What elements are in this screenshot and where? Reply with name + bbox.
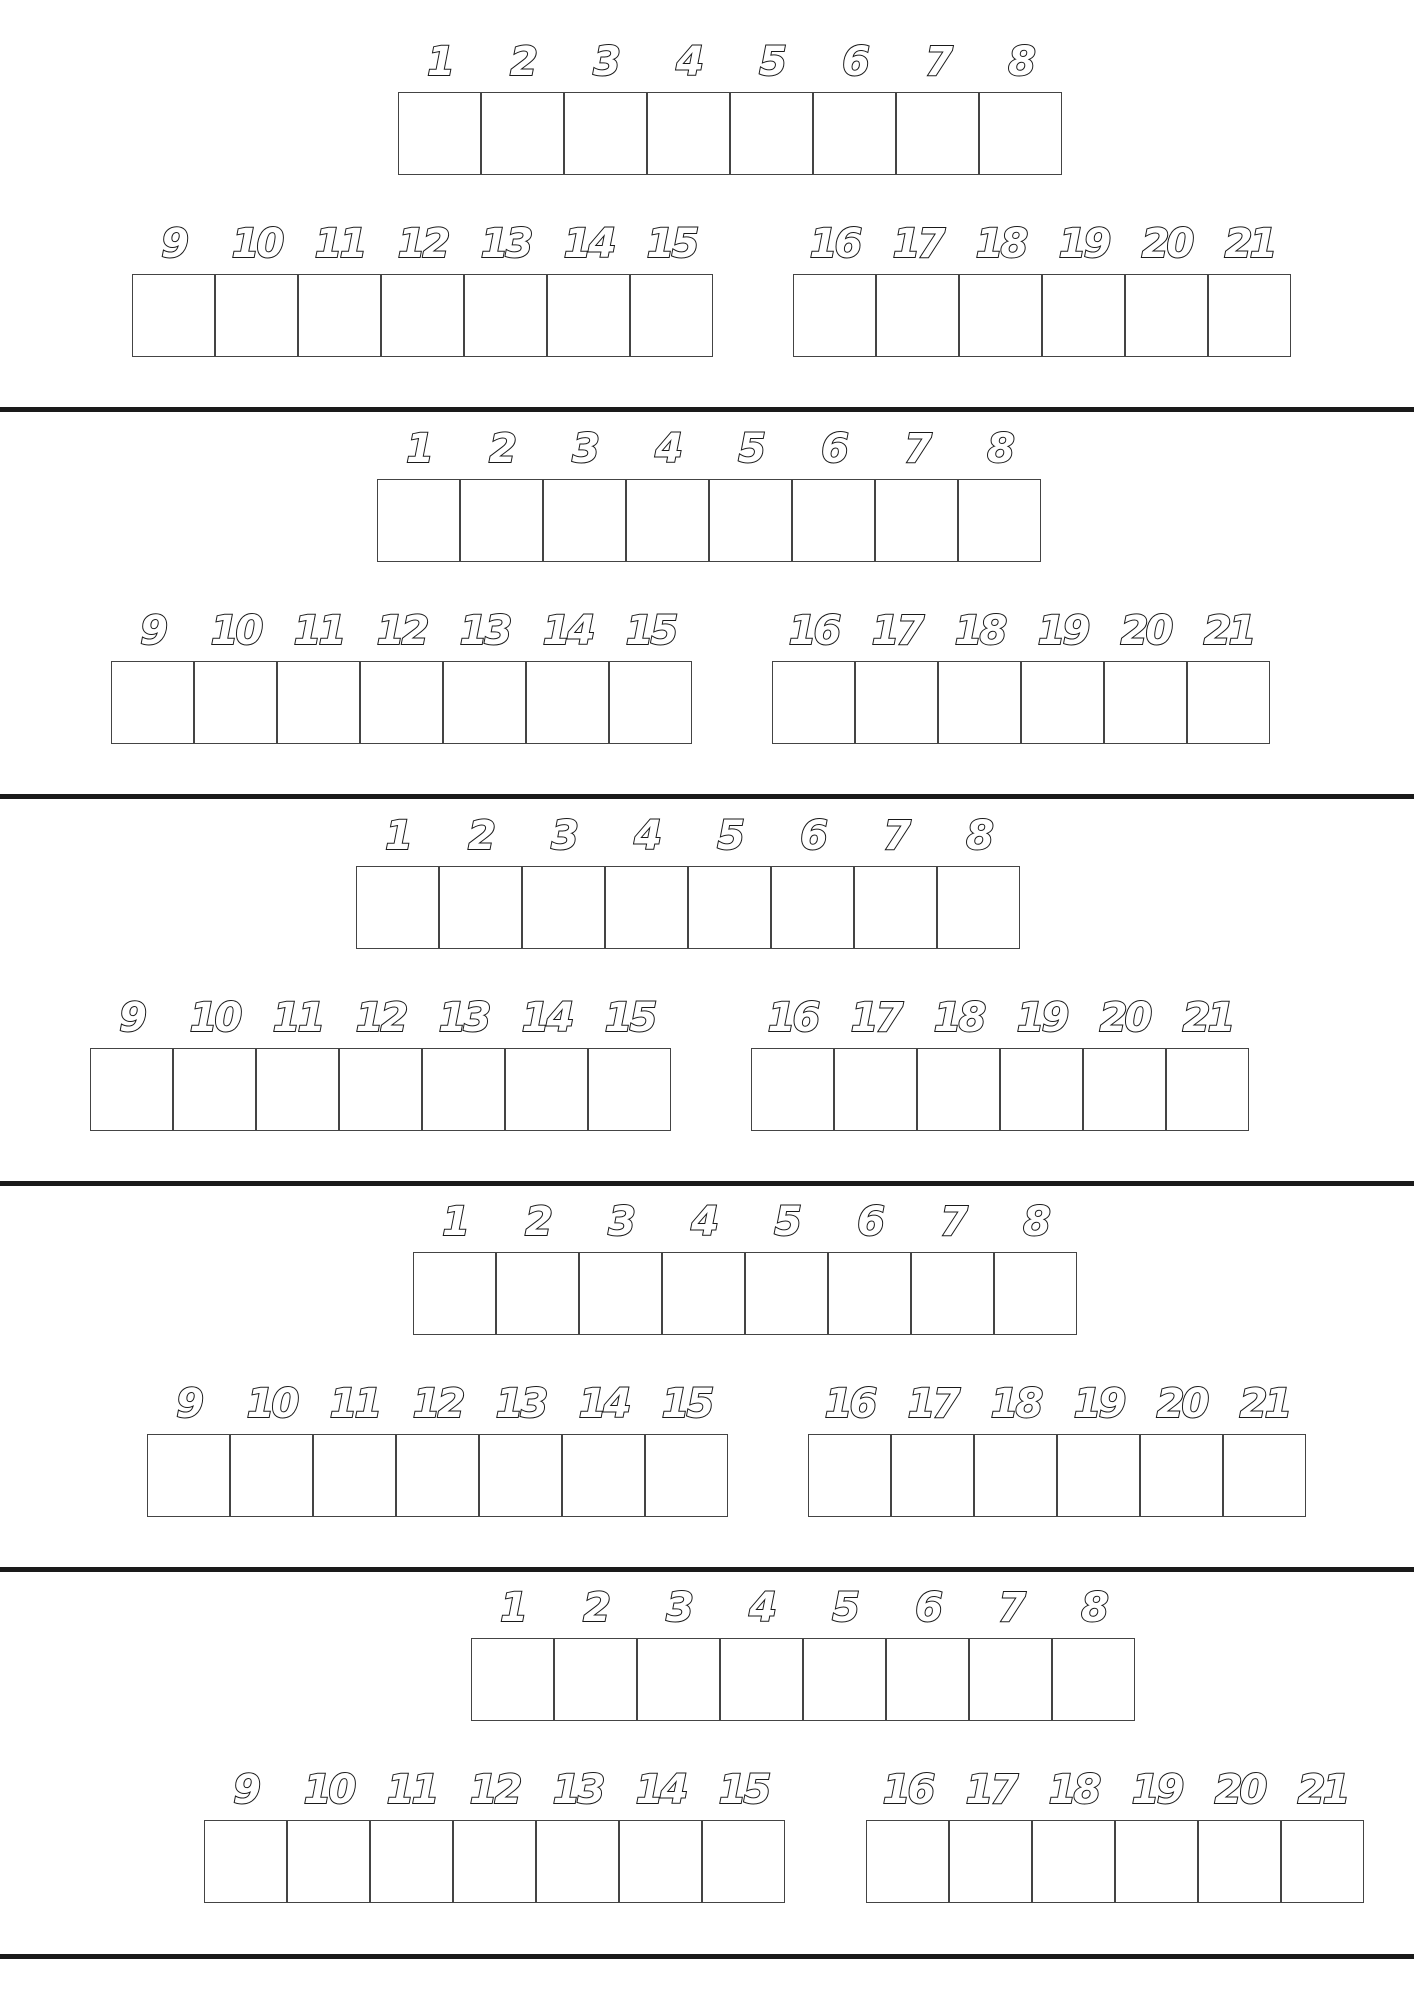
number-label: 9 xyxy=(119,995,144,1041)
number-label: 19 xyxy=(1073,1381,1124,1427)
number-label: 18 xyxy=(933,995,984,1041)
answer-box[interactable] xyxy=(564,92,647,175)
number-label: 8 xyxy=(1023,1199,1048,1245)
number-label: 10 xyxy=(231,221,282,267)
answer-box[interactable] xyxy=(1281,1820,1364,1903)
number-label: 16 xyxy=(788,608,839,654)
answer-box[interactable] xyxy=(876,274,959,357)
number-label: 6 xyxy=(800,813,825,859)
number-label: 2 xyxy=(583,1585,608,1631)
number-label: 4 xyxy=(676,39,701,85)
number-label: 3 xyxy=(608,1199,633,1245)
answer-box[interactable] xyxy=(1032,1820,1115,1903)
number-label: 16 xyxy=(882,1767,933,1813)
number-label: 14 xyxy=(563,221,614,267)
answer-box[interactable] xyxy=(808,1434,891,1517)
number-label: 9 xyxy=(176,1381,201,1427)
number-label: 20 xyxy=(1099,995,1150,1041)
answer-box[interactable] xyxy=(959,274,1042,357)
number-label: 12 xyxy=(376,608,427,654)
answer-box[interactable] xyxy=(1187,661,1270,744)
answer-box[interactable] xyxy=(949,1820,1032,1903)
answer-box[interactable] xyxy=(662,1252,745,1335)
answer-box[interactable] xyxy=(1000,1048,1083,1131)
number-label: 6 xyxy=(915,1585,940,1631)
answer-box[interactable] xyxy=(630,274,713,357)
number-label: 18 xyxy=(1048,1767,1099,1813)
answer-box[interactable] xyxy=(453,1820,536,1903)
answer-box[interactable] xyxy=(496,1252,579,1335)
answer-box[interactable] xyxy=(637,1638,720,1721)
answer-box[interactable] xyxy=(855,661,938,744)
number-label: 19 xyxy=(1058,221,1109,267)
number-label: 9 xyxy=(140,608,165,654)
answer-box[interactable] xyxy=(1083,1048,1166,1131)
number-label: 5 xyxy=(717,813,742,859)
answer-box[interactable] xyxy=(609,661,692,744)
answer-box[interactable] xyxy=(230,1434,313,1517)
answer-box[interactable] xyxy=(505,1048,588,1131)
number-label: 1 xyxy=(427,39,452,85)
answer-box[interactable] xyxy=(464,274,547,357)
number-label: 6 xyxy=(857,1199,882,1245)
number-label: 16 xyxy=(824,1381,875,1427)
answer-box[interactable] xyxy=(132,274,215,357)
number-label: 7 xyxy=(940,1199,965,1245)
answer-box[interactable] xyxy=(370,1820,453,1903)
answer-box[interactable] xyxy=(377,479,460,562)
number-label: 3 xyxy=(551,813,576,859)
answer-box[interactable] xyxy=(579,1252,662,1335)
answer-box[interactable] xyxy=(1208,274,1291,357)
answer-box[interactable] xyxy=(194,661,277,744)
answer-box[interactable] xyxy=(1223,1434,1306,1517)
number-label: 14 xyxy=(542,608,593,654)
answer-box[interactable] xyxy=(443,661,526,744)
answer-box[interactable] xyxy=(619,1820,702,1903)
number-label: 21 xyxy=(1239,1381,1290,1427)
answer-box[interactable] xyxy=(647,92,730,175)
answer-box[interactable] xyxy=(277,661,360,744)
number-label: 20 xyxy=(1120,608,1171,654)
answer-box[interactable] xyxy=(886,1638,969,1721)
answer-box[interactable] xyxy=(792,479,875,562)
number-label: 13 xyxy=(495,1381,546,1427)
number-label: 19 xyxy=(1131,1767,1182,1813)
number-label: 5 xyxy=(774,1199,799,1245)
answer-box[interactable] xyxy=(645,1434,728,1517)
answer-box[interactable] xyxy=(917,1048,1000,1131)
answer-box[interactable] xyxy=(313,1434,396,1517)
number-label: 15 xyxy=(604,995,655,1041)
number-label: 17 xyxy=(965,1767,1016,1813)
number-label: 13 xyxy=(459,608,510,654)
number-label: 11 xyxy=(272,995,323,1041)
answer-box[interactable] xyxy=(413,1252,496,1335)
answer-box[interactable] xyxy=(709,479,792,562)
number-label: 4 xyxy=(655,426,680,472)
answer-box[interactable] xyxy=(460,479,543,562)
answer-box[interactable] xyxy=(422,1048,505,1131)
answer-box[interactable] xyxy=(396,1434,479,1517)
answer-box[interactable] xyxy=(356,866,439,949)
answer-box[interactable] xyxy=(1104,661,1187,744)
answer-box[interactable] xyxy=(720,1638,803,1721)
answer-box[interactable] xyxy=(547,274,630,357)
answer-box[interactable] xyxy=(828,1252,911,1335)
answer-box[interactable] xyxy=(793,274,876,357)
number-label: 11 xyxy=(386,1767,437,1813)
number-label: 21 xyxy=(1182,995,1233,1041)
number-label: 1 xyxy=(406,426,431,472)
answer-box[interactable] xyxy=(536,1820,619,1903)
number-label: 15 xyxy=(646,221,697,267)
answer-box[interactable] xyxy=(974,1434,1057,1517)
number-label: 13 xyxy=(480,221,531,267)
answer-box[interactable] xyxy=(1125,274,1208,357)
number-label: 2 xyxy=(468,813,493,859)
answer-box[interactable] xyxy=(1115,1820,1198,1903)
number-label: 11 xyxy=(314,221,365,267)
number-label: 1 xyxy=(385,813,410,859)
number-label: 14 xyxy=(635,1767,686,1813)
answer-box[interactable] xyxy=(215,274,298,357)
answer-box[interactable] xyxy=(834,1048,917,1131)
number-label: 20 xyxy=(1214,1767,1265,1813)
number-label: 21 xyxy=(1297,1767,1348,1813)
number-label: 19 xyxy=(1037,608,1088,654)
number-label: 13 xyxy=(438,995,489,1041)
number-label: 4 xyxy=(634,813,659,859)
number-label: 2 xyxy=(525,1199,550,1245)
number-label: 17 xyxy=(907,1381,958,1427)
answer-box[interactable] xyxy=(111,661,194,744)
answer-box[interactable] xyxy=(751,1048,834,1131)
answer-box[interactable] xyxy=(979,92,1062,175)
number-label: 8 xyxy=(966,813,991,859)
answer-box[interactable] xyxy=(90,1048,173,1131)
number-label: 13 xyxy=(552,1767,603,1813)
answer-box[interactable] xyxy=(958,479,1041,562)
number-label: 3 xyxy=(572,426,597,472)
answer-box[interactable] xyxy=(745,1252,828,1335)
answer-box[interactable] xyxy=(896,92,979,175)
answer-box[interactable] xyxy=(360,661,443,744)
number-label: 21 xyxy=(1224,221,1275,267)
answer-box[interactable] xyxy=(911,1252,994,1335)
number-label: 8 xyxy=(987,426,1012,472)
answer-box[interactable] xyxy=(398,92,481,175)
answer-box[interactable] xyxy=(543,479,626,562)
number-label: 3 xyxy=(666,1585,691,1631)
answer-box[interactable] xyxy=(256,1048,339,1131)
answer-box[interactable] xyxy=(147,1434,230,1517)
number-label: 1 xyxy=(500,1585,525,1631)
answer-box[interactable] xyxy=(471,1638,554,1721)
number-label: 2 xyxy=(510,39,535,85)
answer-box[interactable] xyxy=(772,661,855,744)
number-label: 17 xyxy=(850,995,901,1041)
answer-box[interactable] xyxy=(173,1048,256,1131)
number-label: 12 xyxy=(469,1767,520,1813)
number-label: 16 xyxy=(809,221,860,267)
answer-box[interactable] xyxy=(626,479,709,562)
answer-box[interactable] xyxy=(937,866,1020,949)
section-divider xyxy=(0,794,1414,799)
number-label: 17 xyxy=(871,608,922,654)
answer-box[interactable] xyxy=(481,92,564,175)
number-label: 4 xyxy=(691,1199,716,1245)
answer-box[interactable] xyxy=(854,866,937,949)
section-divider xyxy=(0,1954,1414,1959)
answer-box[interactable] xyxy=(1140,1434,1223,1517)
answer-box[interactable] xyxy=(866,1820,949,1903)
number-label: 20 xyxy=(1156,1381,1207,1427)
number-label: 18 xyxy=(954,608,1005,654)
answer-box[interactable] xyxy=(730,92,813,175)
number-label: 7 xyxy=(925,39,950,85)
number-label: 4 xyxy=(749,1585,774,1631)
answer-box[interactable] xyxy=(522,866,605,949)
number-label: 7 xyxy=(883,813,908,859)
answer-box[interactable] xyxy=(204,1820,287,1903)
number-label: 15 xyxy=(718,1767,769,1813)
number-label: 10 xyxy=(189,995,240,1041)
number-label: 18 xyxy=(975,221,1026,267)
number-label: 2 xyxy=(489,426,514,472)
number-label: 18 xyxy=(990,1381,1041,1427)
answer-box[interactable] xyxy=(588,1048,671,1131)
number-label: 5 xyxy=(738,426,763,472)
answer-box[interactable] xyxy=(562,1434,645,1517)
number-label: 14 xyxy=(521,995,572,1041)
number-label: 11 xyxy=(293,608,344,654)
section-divider xyxy=(0,407,1414,412)
number-label: 14 xyxy=(578,1381,629,1427)
answer-box[interactable] xyxy=(702,1820,785,1903)
answer-box[interactable] xyxy=(875,479,958,562)
number-label: 10 xyxy=(210,608,261,654)
number-label: 11 xyxy=(329,1381,380,1427)
answer-box[interactable] xyxy=(605,866,688,949)
number-label: 7 xyxy=(998,1585,1023,1631)
number-label: 6 xyxy=(842,39,867,85)
answer-box[interactable] xyxy=(298,274,381,357)
number-label: 10 xyxy=(246,1381,297,1427)
number-label: 8 xyxy=(1008,39,1033,85)
number-label: 15 xyxy=(625,608,676,654)
answer-box[interactable] xyxy=(526,661,609,744)
answer-box[interactable] xyxy=(339,1048,422,1131)
section-divider xyxy=(0,1567,1414,1572)
number-label: 9 xyxy=(233,1767,258,1813)
answer-box[interactable] xyxy=(969,1638,1052,1721)
number-label: 15 xyxy=(661,1381,712,1427)
answer-box[interactable] xyxy=(813,92,896,175)
number-label: 12 xyxy=(397,221,448,267)
answer-box[interactable] xyxy=(479,1434,562,1517)
number-label: 16 xyxy=(767,995,818,1041)
number-label: 12 xyxy=(412,1381,463,1427)
answer-box[interactable] xyxy=(1057,1434,1140,1517)
number-label: 19 xyxy=(1016,995,1067,1041)
answer-box[interactable] xyxy=(439,866,522,949)
answer-box[interactable] xyxy=(381,274,464,357)
answer-box[interactable] xyxy=(771,866,854,949)
answer-box[interactable] xyxy=(554,1638,637,1721)
answer-box[interactable] xyxy=(1052,1638,1135,1721)
number-label: 1 xyxy=(442,1199,467,1245)
answer-box[interactable] xyxy=(938,661,1021,744)
section-divider xyxy=(0,1181,1414,1186)
answer-box[interactable] xyxy=(287,1820,370,1903)
number-label: 6 xyxy=(821,426,846,472)
number-label: 21 xyxy=(1203,608,1254,654)
answer-box[interactable] xyxy=(688,866,771,949)
number-label: 3 xyxy=(593,39,618,85)
answer-box[interactable] xyxy=(803,1638,886,1721)
number-label: 5 xyxy=(759,39,784,85)
number-label: 7 xyxy=(904,426,929,472)
answer-box[interactable] xyxy=(891,1434,974,1517)
number-label: 10 xyxy=(303,1767,354,1813)
answer-box[interactable] xyxy=(1021,661,1104,744)
number-label: 8 xyxy=(1081,1585,1106,1631)
number-label: 20 xyxy=(1141,221,1192,267)
answer-box[interactable] xyxy=(1198,1820,1281,1903)
answer-box[interactable] xyxy=(1042,274,1125,357)
number-label: 12 xyxy=(355,995,406,1041)
number-label: 5 xyxy=(832,1585,857,1631)
number-label: 9 xyxy=(161,221,186,267)
answer-box[interactable] xyxy=(1166,1048,1249,1131)
number-label: 17 xyxy=(892,221,943,267)
answer-box[interactable] xyxy=(994,1252,1077,1335)
